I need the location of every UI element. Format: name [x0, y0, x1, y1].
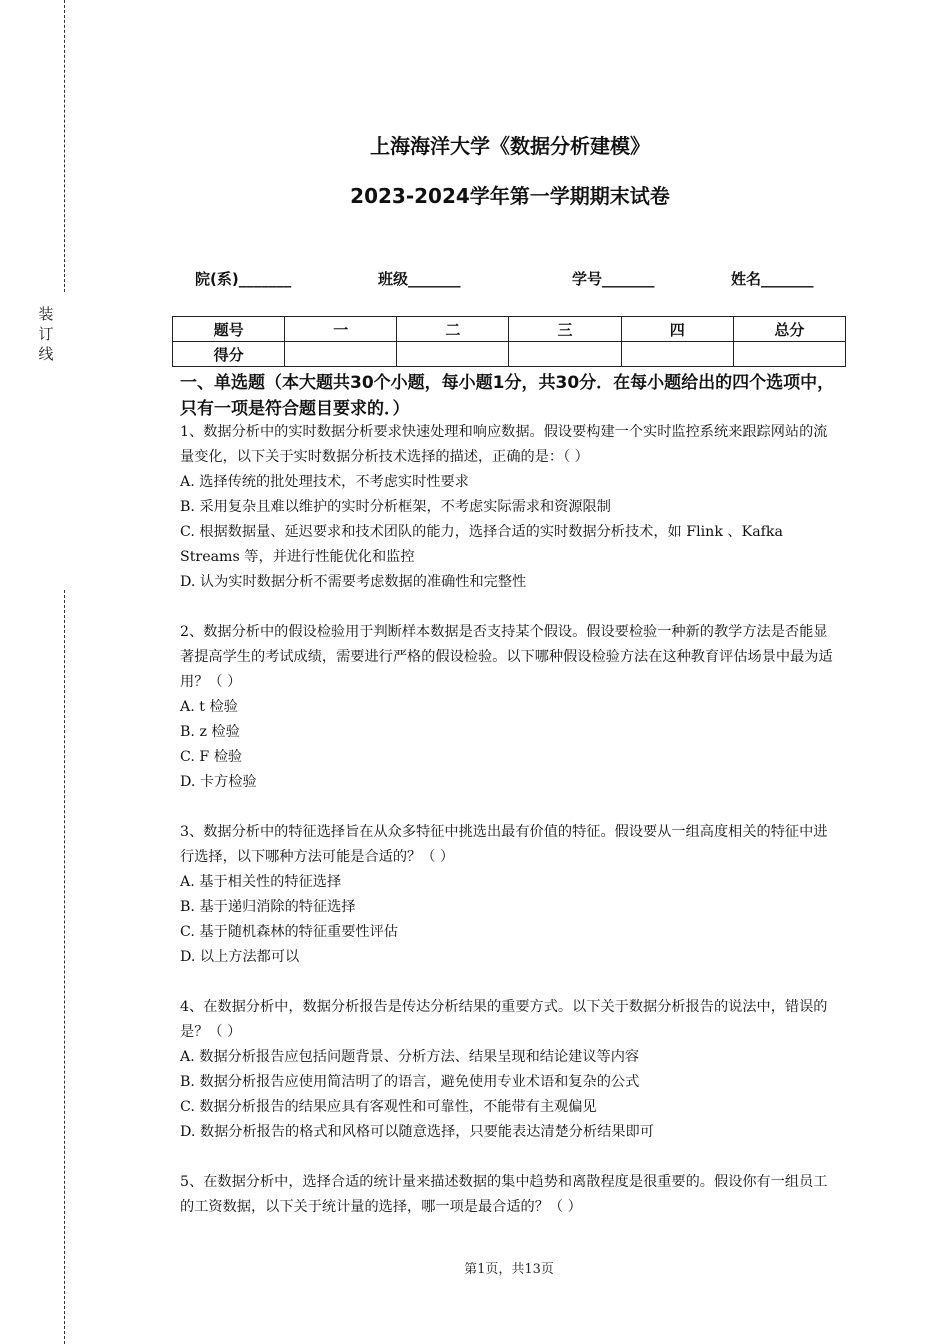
question-option: A. 选择传统的批处理技术，不考虑实时性要求 — [180, 474, 469, 490]
question-5 — [180, 1170, 840, 1220]
class-field: 班级_______ — [378, 270, 461, 288]
binding-label: 装 订 线 — [38, 305, 54, 363]
question-option: C. F 检验 — [180, 749, 243, 765]
question-option: A. 基于相关性的特征选择 — [180, 874, 342, 890]
exam-title-school: 上海海洋大学《数据分析建模》 — [370, 134, 650, 158]
score-table-cell: 三 — [509, 317, 621, 342]
question-4 — [180, 995, 840, 1145]
score-table-cell: 一 — [285, 317, 397, 342]
question-stem: 4、在数据分析中，数据分析报告是传达分析结果的重要方式。以下关于数据分析报告的说法中，错误的是？（ ） — [180, 999, 828, 1040]
question-option: D. 以上方法都可以 — [180, 949, 300, 965]
question-option: A. 数据分析报告应包括问题背景、分析方法、结果呈现和结论建议等内容 — [180, 1049, 640, 1065]
question-3 — [180, 820, 840, 970]
binding-dashed-line-bottom — [64, 590, 65, 1344]
question-option: B. 数据分析报告应使用简洁明了的语言，避免使用专业术语和复杂的公式 — [180, 1074, 640, 1090]
score-table — [172, 316, 846, 367]
question-option: B. 基于递归消除的特征选择 — [180, 899, 356, 915]
student-id-field: 学号_______ — [572, 270, 655, 288]
score-table-cell: 总分 — [733, 317, 845, 342]
score-table-header-row — [173, 317, 846, 342]
question-option: D. 认为实时数据分析不需要考虑数据的准确性和完整性 — [180, 574, 527, 590]
score-table-cell: 四 — [621, 317, 733, 342]
score-table-cell — [285, 342, 397, 367]
question-option: B. z 检验 — [180, 724, 240, 740]
section-heading: 一、单选题（本大题共30个小题，每小题1分，共30分．在每小题给出的四个选项中，只有一项是符合题目要求的．） — [180, 373, 835, 419]
question-2 — [180, 620, 840, 795]
score-table-cell — [397, 342, 509, 367]
student-info-row — [0, 268, 950, 292]
question-list — [180, 420, 840, 1245]
question-stem: 1、数据分析中的实时数据分析要求快速处理和响应数据。假设要构建一个实时监控系统来跟踪网站的流量变化，以下关于实时数据分析技术选择的描述，正确的是：（ ） — [180, 424, 828, 465]
question-option: A. t 检验 — [180, 699, 238, 715]
score-table-cell: 得分 — [173, 342, 285, 367]
department-field: 院(系)_______ — [195, 270, 292, 288]
question-option: D. 卡方检验 — [180, 774, 257, 790]
question-1 — [180, 420, 840, 595]
exam-title-term: 2023-2024学年第一学期期末试卷 — [350, 184, 670, 208]
score-table-cell — [621, 342, 733, 367]
score-table-cell — [733, 342, 845, 367]
score-table-score-row — [173, 342, 846, 367]
question-stem: 5、在数据分析中，选择合适的统计量来描述数据的集中趋势和离散程度是很重要的。假设你有一组员工的工资数据，以下关于统计量的选择，哪一项是最合适的？（ ） — [180, 1174, 828, 1215]
page-number: 第1页，共13页 — [464, 1262, 554, 1277]
question-option: C. 根据数据量、延迟要求和技术团队的能力，选择合适的实时数据分析技术，如 Flink 、Kafka Streams 等，并进行性能优化和监控 — [180, 524, 788, 565]
question-option: C. 基于随机森林的特征重要性评估 — [180, 924, 398, 940]
score-table-cell: 二 — [397, 317, 509, 342]
score-table-cell: 题号 — [173, 317, 285, 342]
question-stem: 2、数据分析中的假设检验用于判断样本数据是否支持某个假设。假设要检验一种新的教学方法是否能显著提高学生的考试成绩，需要进行严格的假设检验。以下哪种假设检验方法在这种教育评估场景中最为适用？（ ） — [180, 624, 833, 690]
score-table-cell — [509, 342, 621, 367]
name-field: 姓名_______ — [731, 270, 814, 288]
question-option: D. 数据分析报告的格式和风格可以随意选择，只要能表达清楚分析结果即可 — [180, 1124, 654, 1140]
question-option: C. 数据分析报告的结果应具有客观性和可靠性，不能带有主观偏见 — [180, 1099, 597, 1115]
question-option: B. 采用复杂且难以维护的实时分析框架，不考虑实际需求和资源限制 — [180, 499, 611, 515]
question-stem: 3、数据分析中的特征选择旨在从众多特征中挑选出最有价值的特征。假设要从一组高度相关的特征中进行选择，以下哪种方法可能是合适的？（ ） — [180, 824, 828, 865]
